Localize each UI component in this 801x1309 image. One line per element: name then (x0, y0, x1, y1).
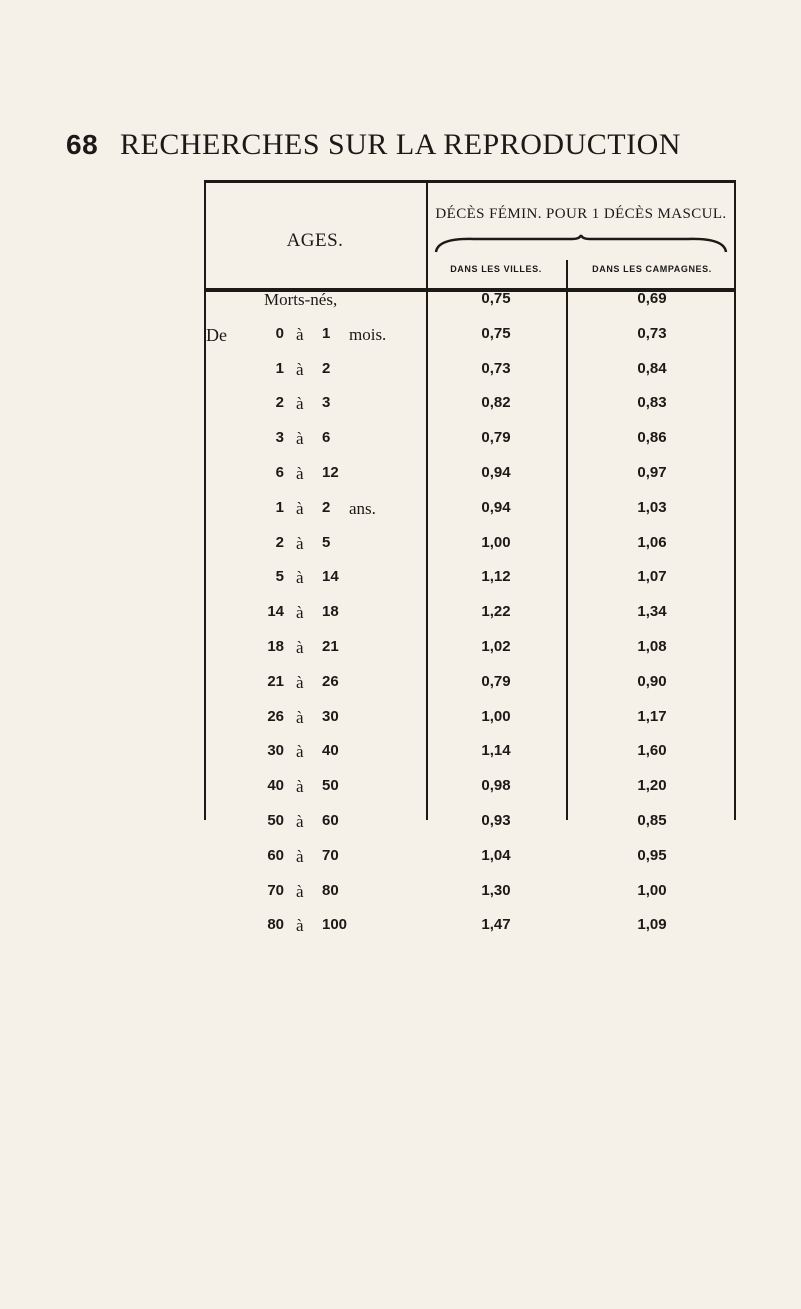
age-to: 3 (322, 394, 331, 412)
value-villes: 1,14 (481, 742, 511, 760)
value-villes: 0,82 (481, 394, 511, 412)
value-villes: 1,12 (481, 568, 511, 586)
age-unit: mois. (349, 324, 387, 344)
age-label: Morts-nés, (264, 290, 338, 309)
value-villes: 0,94 (481, 463, 511, 481)
age-separator: à (296, 811, 304, 831)
value-campagnes: 1,08 (637, 637, 667, 655)
age-to: 21 (322, 637, 339, 655)
age-separator: à (296, 324, 304, 344)
table-row (204, 673, 734, 708)
age-to: 26 (322, 672, 339, 690)
table-row (204, 464, 734, 499)
page-title: RECHERCHES SUR LA REPRODUCTION (120, 128, 681, 161)
age-separator: à (296, 637, 304, 657)
age-separator: à (296, 742, 304, 762)
age-to: 70 (322, 846, 339, 864)
age-separator: à (296, 463, 304, 483)
age-from: 80 (267, 916, 284, 934)
value-villes: 0,75 (481, 290, 511, 307)
table-row (204, 916, 734, 951)
age-from: 3 (275, 429, 284, 447)
age-separator: à (296, 777, 304, 797)
value-campagnes: 1,03 (637, 498, 667, 516)
value-villes: 1,47 (481, 916, 511, 934)
age-separator: à (296, 881, 304, 901)
value-villes: 0,98 (481, 777, 511, 795)
age-to: 40 (322, 742, 339, 760)
value-campagnes: 0,73 (637, 324, 667, 342)
table-row (204, 812, 734, 847)
table-row (204, 568, 734, 603)
value-campagnes: 1,06 (637, 533, 667, 551)
value-villes: 0,93 (481, 811, 511, 829)
value-villes: 0,79 (481, 429, 511, 447)
age-to: 12 (322, 463, 339, 481)
table-row (204, 882, 734, 917)
table-body (204, 290, 734, 951)
value-campagnes: 0,90 (637, 672, 667, 690)
age-to: 1 (322, 324, 331, 342)
column-header-campagnes: DANS LES CAMPAGNES. (592, 264, 712, 274)
value-campagnes: 0,69 (637, 290, 667, 307)
value-campagnes: 0,95 (637, 846, 667, 864)
age-from: 21 (267, 672, 284, 690)
age-from: 2 (275, 533, 284, 551)
table-row (204, 325, 734, 360)
age-from: 40 (267, 777, 284, 795)
value-campagnes: 1,20 (637, 777, 667, 795)
age-separator: à (296, 394, 304, 414)
table-row (204, 394, 734, 429)
age-to: 2 (322, 498, 331, 516)
age-from: 2 (275, 394, 284, 412)
age-prefix: De (206, 324, 227, 345)
age-to: 2 (322, 359, 331, 377)
age-from: 18 (267, 637, 284, 655)
value-villes: 0,94 (481, 498, 511, 516)
age-from: 30 (267, 742, 284, 760)
column-header-villes: DANS LES VILLES. (450, 264, 542, 274)
running-head (66, 128, 706, 168)
table-row (204, 742, 734, 777)
age-separator: à (296, 429, 304, 449)
age-from: 50 (267, 811, 284, 829)
value-campagnes: 1,17 (637, 707, 667, 725)
value-campagnes: 1,34 (637, 603, 667, 621)
age-from: 1 (275, 359, 284, 377)
table-row (204, 360, 734, 395)
age-from: 60 (267, 846, 284, 864)
column-group-header: DÉCÈS FÉMIN. POUR 1 DÉCÈS MASCUL. (435, 206, 727, 222)
age-to: 100 (322, 916, 348, 934)
value-villes: 1,30 (481, 881, 511, 899)
table-row (204, 638, 734, 673)
age-to: 14 (322, 568, 339, 586)
page-number: 68 (66, 129, 99, 160)
column-header-ages: AGES. (286, 230, 344, 251)
age-from: 14 (267, 603, 284, 621)
age-to: 5 (322, 533, 331, 551)
value-villes: 0,75 (481, 324, 511, 342)
age-separator: à (296, 603, 304, 623)
age-from: 0 (275, 324, 284, 342)
value-villes: 0,79 (481, 672, 511, 690)
age-to: 60 (322, 811, 339, 829)
age-from: 1 (275, 498, 284, 516)
table-row (204, 290, 734, 325)
value-campagnes: 1,07 (637, 568, 667, 586)
header-brace (434, 234, 728, 254)
age-to: 30 (322, 707, 339, 725)
age-from: 5 (275, 568, 284, 586)
table-row (204, 847, 734, 882)
table-row (204, 534, 734, 569)
value-campagnes: 0,83 (637, 394, 667, 412)
age-to: 80 (322, 881, 339, 899)
table-row (204, 777, 734, 812)
age-from: 70 (267, 881, 284, 899)
age-separator: à (296, 707, 304, 727)
age-unit: ans. (349, 498, 376, 518)
age-separator: à (296, 498, 304, 518)
value-villes: 1,00 (481, 533, 511, 551)
age-separator: à (296, 359, 304, 379)
table-row (204, 429, 734, 464)
age-to: 50 (322, 777, 339, 795)
age-to: 18 (322, 603, 339, 621)
value-campagnes: 0,86 (637, 429, 667, 447)
value-villes: 1,00 (481, 707, 511, 725)
value-campagnes: 0,97 (637, 463, 667, 481)
value-villes: 1,02 (481, 637, 511, 655)
age-from: 6 (275, 463, 284, 481)
age-separator: à (296, 568, 304, 588)
table-row (204, 708, 734, 743)
table-row (204, 499, 734, 534)
table-top-rule (204, 180, 736, 183)
age-separator: à (296, 846, 304, 866)
value-campagnes: 1,60 (637, 742, 667, 760)
value-campagnes: 0,84 (637, 359, 667, 377)
value-campagnes: 1,09 (637, 916, 667, 934)
age-separator: à (296, 533, 304, 553)
value-campagnes: 0,85 (637, 811, 667, 829)
age-separator: à (296, 916, 304, 936)
value-villes: 0,73 (481, 359, 511, 377)
value-campagnes: 1,00 (637, 881, 667, 899)
value-villes: 1,04 (481, 846, 511, 864)
table-row (204, 603, 734, 638)
age-to: 6 (322, 429, 331, 447)
value-villes: 1,22 (481, 603, 511, 621)
age-separator: à (296, 672, 304, 692)
age-from: 26 (267, 707, 284, 725)
